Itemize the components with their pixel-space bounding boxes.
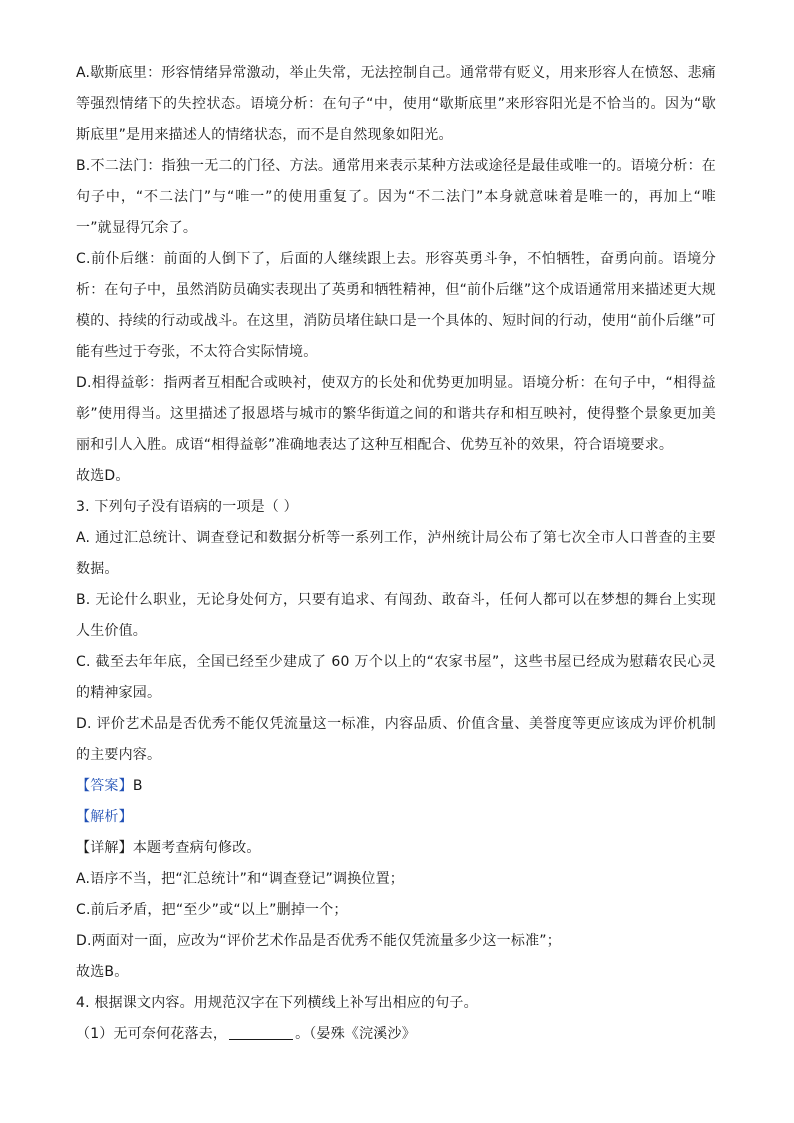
question-3-option-d: D. 评价艺术品是否优秀不能仅凭流量这一标准，内容品质、价值含量、美誉度等更应该成为评价机制的主要内容。 (76, 716, 716, 763)
q4-item1-prefix: （1）无可奈何花落去， (76, 1026, 228, 1042)
analysis-heading (76, 802, 716, 833)
conclusion-q3: 故选B。 (76, 964, 129, 980)
option-a-explanation: A.歇斯底里：形容情绪异常激动，举止失常，无法控制自己。通常带有贬义，用来形容人在愤怒、悲痛等强烈情绪下的失控状态。语境分析：在句子“中，使用“歇斯底里”来形容阳光是不恰当的。因为“歇斯底里”是用来描述人的情绪状态，而不是自然现象如阳光。 (76, 65, 716, 143)
detail-line (76, 833, 716, 864)
answer-value: B (132, 778, 143, 794)
detail-label: 详解 (90, 840, 119, 856)
option-c-explanation: C.前仆后继：前面的人倒下了，后面的人继续跟上去。形容英勇斗争，不怕牺牲，奋勇向前。语境分析：在句子中，虽然消防员确实表现出了英勇和牺牲精神，但“前仆后继”这个成语通常用来描述更大规模的、持续的行动或战斗。在这里，消防员堵住缺口是一个具体的、短时间的行动，使用“前仆后继”可能有些过于夸张，不太符合实际情境。 (76, 251, 716, 360)
fill-in-blank[interactable] (229, 1025, 293, 1040)
document-page (76, 58, 716, 1050)
fix-option-a: A.语序不当，把“汇总统计”和“调查登记”调换位置； (76, 871, 404, 887)
question-4-stem: 4. 根据课文内容。用规范汉字在下列横线上补写出相应的句子。 (76, 995, 478, 1011)
question-3-stem: 3. 下列句子没有语病的一项是（ ） (76, 499, 298, 515)
option-d-explanation: D.相得益彰：指两者互相配合或映衬，使双方的长处和优势更加明显。语境分析：在句子中，“相得益彰”使用得当。这里描述了报恩塔与城市的繁华街道之间的和谐共存和相互映衬，使得整个景象更加美丽和引人入胜。成语“相得益彰”准确地表达了这种互相配合、优势互补的效果，符合语境要求。 (76, 375, 716, 453)
answer-line (76, 771, 716, 802)
option-b-explanation: B.不二法门：指独一无二的门径、方法。通常用来表示某种方法或途径是最佳或唯一的。语境分析：在句子中，“不二法门”与“唯一”的使用重复了。因为“不二法门”本身就意味着是唯一的，再加上“唯一”就显得冗余了。 (76, 158, 716, 236)
question-4-item-1 (76, 1019, 716, 1050)
question-3-option-c: C. 截至去年年底，全国已经至少建成了 60 万个以上的“农家书屋”，这些书屋已经成为慰藉农民心灵的精神家园。 (76, 654, 716, 701)
answer-label: 答案 (90, 778, 119, 794)
answer-bracket-close: 】 (118, 778, 133, 794)
detail-bracket-close: 】 (118, 840, 133, 856)
analysis-bracket-close: 】 (118, 809, 133, 825)
conclusion-q2: 故选D。 (76, 468, 130, 484)
question-3-option-b: B. 无论什么职业，无论身处何方，只要有追求、有闯劲、敢奋斗，任何人都可以在梦想的舞台上实现人生价值。 (76, 592, 716, 639)
detail-bracket-open: 【 (76, 840, 91, 856)
question-3-option-a: A. 通过汇总统计、调查登记和数据分析等一系列工作，泸州统计局公布了第七次全市人口普查的主要数据。 (76, 530, 716, 577)
fix-option-c: C.前后矛盾，把“至少”或“以上”删掉一个； (76, 902, 348, 918)
fix-option-d: D.两面对一面，应改为“评价艺术作品是否优秀不能仅凭流量多少这一标准”； (76, 933, 561, 949)
analysis-bracket-open: 【 (76, 809, 91, 825)
detail-text: 本题考查病句修改。 (132, 840, 261, 856)
answer-bracket-open: 【 (76, 778, 91, 794)
q4-item1-suffix: 。（晏殊《浣溪沙》 (295, 1026, 416, 1042)
analysis-label: 解析 (90, 809, 119, 825)
